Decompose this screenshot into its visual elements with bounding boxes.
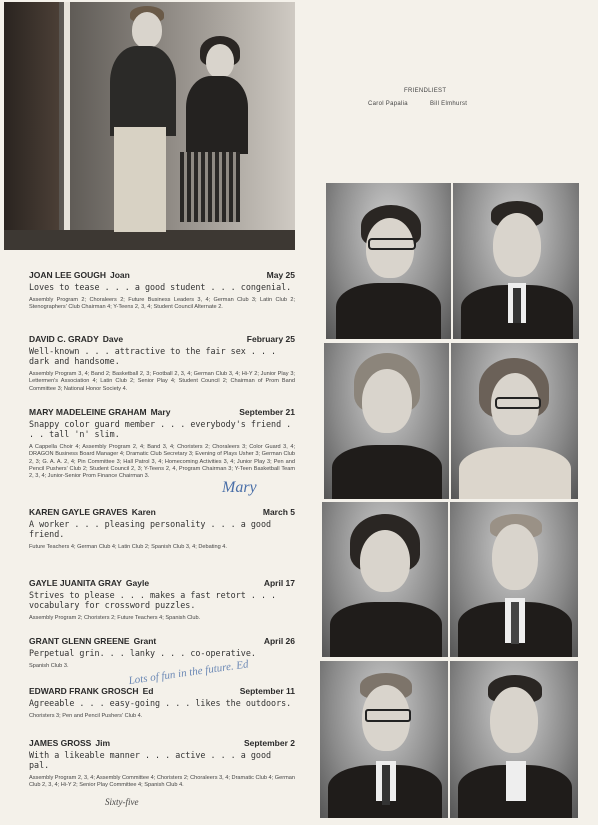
award-winner-1: Carol Papalia	[368, 101, 408, 107]
boy-face	[132, 12, 162, 48]
wall-pipe	[64, 2, 70, 250]
glasses-icon	[365, 709, 411, 722]
senior-motto: With a likeable manner . . . active . . . a good pal.	[29, 750, 272, 770]
senior-nickname: Gayle	[125, 578, 150, 588]
senior-entry	[29, 507, 295, 551]
portrait-edward-grosch	[320, 661, 448, 818]
senior-activities: Spanish Club 3.	[29, 663, 69, 669]
portrait-mary-graham	[324, 343, 449, 499]
senior-full-name: JOAN LEE GOUGH	[29, 270, 106, 280]
page-number: Sixty-five	[105, 797, 139, 807]
boy-trousers	[114, 127, 166, 232]
senior-entry	[29, 578, 295, 622]
handwritten-signature-mary: Mary	[222, 479, 257, 496]
senior-nickname: Jim	[95, 738, 111, 748]
handwritten-note-ed: Lots of fun in the future. Ed	[127, 658, 250, 688]
friendliest-photo	[4, 2, 295, 250]
glasses-icon	[368, 238, 416, 250]
senior-birthday: April 17	[263, 578, 295, 588]
senior-motto: Loves to tease . . . a good student . . . congenial.	[29, 282, 292, 292]
senior-birthday: March 5	[262, 507, 295, 517]
portrait-david-grady	[453, 183, 579, 339]
girl-sweater	[186, 76, 248, 154]
senior-nickname: Grant	[133, 636, 157, 646]
senior-birthday: September 2	[243, 738, 295, 748]
portrait-gayle-gray	[322, 502, 448, 657]
portrait-grant-greene	[450, 502, 578, 657]
senior-nickname: Mary	[150, 407, 171, 417]
senior-birthday: April 26	[263, 636, 295, 646]
portrait-james-gross	[450, 661, 578, 818]
senior-motto: Well-known . . . attractive to the fair sex . . . dark and handsome.	[29, 346, 277, 366]
senior-activities: Assembly Program 2; Choraleers 2; Future Business Leaders 3, 4; German Club 3; Latin Club 2; Stenographers' Club Chairman 4; Y-Teens 2, 3, 4; Student Council Alternate 2.	[29, 297, 295, 311]
senior-motto: Strives to please . . . makes a fast retort . . . vocabulary for crossword puzzles.	[29, 590, 277, 610]
award-title: FRIENDLIEST	[404, 88, 447, 94]
senior-nickname: Karen	[131, 507, 156, 517]
senior-full-name: KAREN GAYLE GRAVES	[29, 507, 128, 517]
senior-motto: Agreeable . . . easy-going . . . likes the outdoors.	[29, 698, 292, 708]
glasses-icon	[495, 397, 541, 409]
senior-full-name: GAYLE JUANITA GRAY	[29, 578, 122, 588]
senior-motto: Perpetual grin. . . lanky . . . co-operative.	[29, 648, 256, 658]
senior-nickname: Dave	[102, 334, 124, 344]
senior-nickname: Ed	[142, 686, 154, 696]
award-winner-2: Bill Elmhurst	[430, 101, 468, 107]
senior-birthday: September 11	[239, 686, 295, 696]
senior-birthday: September 21	[239, 407, 295, 417]
senior-activities: A Cappella Choir 4; Assembly Program 2, 4; Band 3, 4; Choristers 2; Choraleers 3; Color Guard 3, 4; DRAGON Business Board Manager 4; Dramatic Club Secretary 3; Evening of Plays Usher 3; German Club 2, 3; G. A. A. 2, 4; Pin Committee 3; Hall Patrol 3, 4; Homecoming Activities 3, 4; Junior Play 3; Pen and Pencil Pushers' Club 2; Student Council 2, 3; Y-Teens 2, 4, Program Chairman 3; Y-Teen Basketball Team 2, 3, 4; Junior-Senior Prom Finance Chairman 3.	[29, 444, 295, 480]
senior-nickname: Joan	[109, 270, 130, 280]
girl-plaid-skirt	[180, 152, 240, 222]
senior-entry	[29, 270, 295, 312]
senior-entry	[29, 738, 295, 790]
senior-entry	[29, 407, 295, 480]
portrait-karen-graves	[451, 343, 578, 499]
senior-entry	[29, 334, 295, 393]
senior-motto: A worker . . . pleasing personality . . . a good friend.	[29, 519, 272, 539]
senior-full-name: GRANT GLENN GREENE	[29, 636, 130, 646]
wall-panel	[4, 2, 59, 250]
senior-full-name: DAVID C. GRADY	[29, 334, 99, 344]
senior-birthday: February 25	[246, 334, 295, 344]
senior-activities: Assembly Program 2; Choristers 2; Future Teachers 4; Spanish Club.	[29, 615, 201, 621]
senior-activities: Future Teachers 4; German Club 4; Latin Club 2; Spanish Club 3, 4; Debating 4.	[29, 544, 227, 550]
senior-activities: Assembly Program 3, 4; Band 2; Basketball 2, 3; Football 2, 3, 4; German Club 3, 4; Hi-Y 2; Junior Play 3; Lettermen's Association 4; Latin Club 2; Senior Play 4; Student Council 2; Chairman of Prom Band Committee 3; National Honor Society 4.	[29, 371, 295, 392]
boy-shirt	[110, 46, 176, 136]
floor	[4, 230, 295, 250]
senior-entry	[29, 686, 295, 720]
senior-birthday: May 25	[266, 270, 295, 280]
portrait-joan-gough	[326, 183, 451, 339]
senior-full-name: EDWARD FRANK GROSCH	[29, 686, 139, 696]
senior-full-name: MARY MADELEINE GRAHAM	[29, 407, 147, 417]
senior-motto: Snappy color guard member . . . everybody's friend . . . tall 'n' slim.	[29, 419, 292, 439]
senior-activities: Choristers 3; Pen and Pencil Pushers' Club 4.	[29, 713, 143, 719]
senior-full-name: JAMES GROSS	[29, 738, 92, 748]
girl-face	[206, 44, 234, 78]
senior-activities: Assembly Program 2, 3, 4; Assembly Committee 4; Choristers 2; Choraleers 3, 4; Dramatic Club 4; German Club 2, 3, 4; Hi-Y 2; Senior Play Committee 4; Spanish Club 4.	[29, 775, 295, 789]
